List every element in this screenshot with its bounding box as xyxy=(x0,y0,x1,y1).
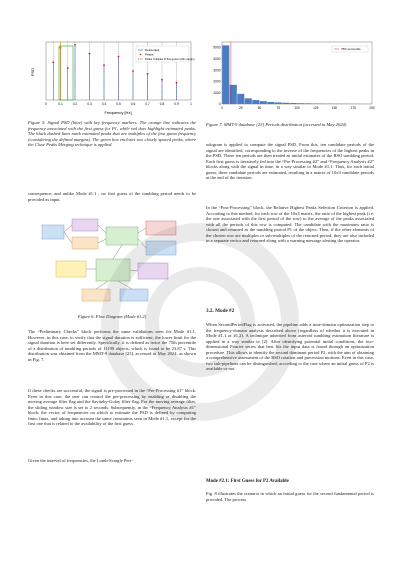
figure-6-flow-diagram xyxy=(28,213,196,311)
figure-5-caption: Figure 5. Signal PSD (blue) with key frequency markers. The orange line indicates the frequency associated with the first guess for P1, while red dots highlight estimated peaks. The black dashed lines mark estimated peaks that are multiples of the first guess frequency (considering the defined margins). The green box encloses two closely spaced peaks, where the Close Peaks Merging technique is applied. xyxy=(28,120,196,147)
diagram-block xyxy=(120,289,148,301)
diagram-block xyxy=(42,225,64,239)
diagram-block xyxy=(82,289,110,301)
legend-item-detrended: Detrended xyxy=(145,48,160,53)
y-tick-label: 4000 xyxy=(213,57,221,62)
x-tick-label: 0.3 xyxy=(87,102,92,106)
legend-item-peaks: Peaks xyxy=(145,52,154,57)
x-tick-label: 0.2 xyxy=(72,102,78,106)
paragraph: When SecondPeriodFlag is activated, the pipeline adds a time-domain optimization step to the frequency-domain analysis described above (regardless of whether it is executed in Mode #1.1 or #1.2). A technique inherited from asteroid tumbling estimation literature is applied in a way similar to [2]. After identifying potential initial conditions, the two-dimensional Fourier series that best fits the input data is found through an optimization procedure. This allows to identify the second dominant period P2, with the aim of obtaining a comprehensive assessment of the RSO rotation and precession motions. Even in this case, two sub-pipelines can be distinguished, according to the case where an initial guess of P2 is available or not. xyxy=(206,322,374,371)
x-tick-label: 175 xyxy=(350,106,356,110)
diagram-block xyxy=(72,219,98,231)
y-tick-label: 1000 xyxy=(213,90,221,95)
histogram-bar xyxy=(260,101,267,104)
histogram-bar xyxy=(222,45,229,104)
x-tick-label: 0.5 xyxy=(116,102,121,106)
paragraph: If these checks are successful, the signal is pre-processed in the “Pre-Processing #1” block. Even in this case, the user can control the pre-processing by enabling or disabling the moving average filter flag and the Savitzky-Golay filter flag. For the moving average filter, the sliding window size is set to 2 seconds. Subsequently, in the “Frequency Analysis #1” block, the vector of frequencies on which to estimate the PSD is defined by computing fmin, fmax, and taking into account the same constraints seen in Mode #1.1, except for the first one that is related to the availability of the first guess. xyxy=(28,388,196,426)
y-tick-labels xyxy=(213,46,220,106)
x-tick-labels xyxy=(221,106,375,110)
paragraph: odogram is applied to compute the signal PSD. From this, ten candidate periods of the signal are identified, corresponding to the inverse of the frequencies of the highest peaks in the PSD. These ten periods are then treated as initial estimates of the RSO tumbling period. Each first guess is iteratively fed into the “Pre-Processing #2” and “Frequency Analysis #2” blocks along with the signal in time, in a way similar to Mode #1.1. Thus, for each initial guess, three candidate periods are estimated, resulting in a matrix of 10x3 candidate periods at the end of the iteration. xyxy=(206,142,374,180)
x-tick-label: 0.6 xyxy=(130,102,136,106)
x-tick-label: 0.9 xyxy=(174,102,179,106)
legend-item-multiples: Peaks multiples of first-guess (with margin) xyxy=(145,58,195,62)
histogram-bar xyxy=(245,98,252,104)
histogram-bar xyxy=(290,103,297,104)
x-axis-label: Frequency [Hz] xyxy=(104,110,132,115)
x-tick-label: 0.4 xyxy=(101,102,107,106)
y-tick-label: 3000 xyxy=(213,68,221,73)
histogram-bars xyxy=(222,45,372,104)
paragraph: consequence, and unlike Mode #1.1 , no first guess of the tumbling period needs to be provided as input. xyxy=(28,191,196,202)
figure-7-histogram xyxy=(206,38,374,118)
y-tick-label: 0 xyxy=(218,102,221,107)
y-tick-label: 5000 xyxy=(213,45,221,50)
x-tick-label: 0 xyxy=(221,106,223,110)
y-tick-label: 2000 xyxy=(213,79,221,84)
legend xyxy=(136,46,195,62)
paragraph: Fig. 8 illustrates the scenario in which an initial guess for the second fundamental period is provided. The process xyxy=(206,491,374,502)
x-tick-label: 1 xyxy=(190,102,192,106)
section-title: 3.2. Mode #2 xyxy=(206,308,235,314)
diagram-block xyxy=(96,259,130,281)
x-tick-label: 150 xyxy=(331,106,338,110)
histogram-bar xyxy=(312,103,319,104)
diagram-block xyxy=(138,263,168,279)
paragraph: Given the interval of frequencies, the Lomb-Scargle Peri- xyxy=(28,458,133,463)
paragraph: The “Preliminary Checks” block performs the same validations seen for Mode #1.1. However, in this case, to verify that the signal duration is sufficient, the lower limit for the signal duration is here set differently. Specifically, it is defined as twice the 75th percentile of a distribution of tumbling periods of 11190 objects, which is found to be 23.87 s. This distribution was obtained from the MMT-9 database [23], accessed in May 2024, as shown in Fig. 7. xyxy=(28,329,196,362)
x-tick-label: 100 xyxy=(294,106,300,110)
diagram-block xyxy=(146,241,176,255)
x-tick-label: 0.8 xyxy=(159,102,165,106)
histogram-bar xyxy=(275,102,282,104)
x-tick-label: 125 xyxy=(313,106,319,110)
diagram-block xyxy=(106,227,138,245)
diagram-block xyxy=(56,261,86,277)
diagram-block xyxy=(146,221,176,235)
x-tick-label: 75 xyxy=(276,106,281,110)
histogram-bar xyxy=(282,103,289,104)
histogram-bar xyxy=(267,102,274,104)
y-axis-label: PSD xyxy=(30,67,35,77)
subsection-title: Mode #2.1: First Guess for P2 Available xyxy=(206,479,289,484)
legend-item-75th-percentile: 75th percentile xyxy=(341,47,361,52)
x-tick-label: 50 xyxy=(257,106,262,110)
histogram-bar xyxy=(297,103,304,104)
paragraph: In the “Post-Processing” block, the Relative Highest Peaks Selection Criterion is applied. According to this method, for each row of the 10x3 matrix, the ratio of the highest peak (i.e. the one associated with the first period of the row) to the average of the peaks associated with all the periods of this row is computed. The candidate with the maximum ratio is chosen and returned as the tumbling period P1 of the object. Then, if the other elements of the chosen row are multiples or sub-multiples of the returned period, they are also included in a separate vector and returned along with a warning message alerting the operator. xyxy=(206,205,374,243)
diagram-block xyxy=(72,237,98,249)
legend xyxy=(332,46,368,52)
x-tick-label: 0.1 xyxy=(58,102,63,106)
x-tick-label: 200 xyxy=(369,106,375,110)
histogram-bar xyxy=(305,103,312,104)
x-tick-label: 0 xyxy=(45,102,47,106)
histogram-bar xyxy=(252,100,259,104)
close-peaks-box xyxy=(59,46,73,100)
x-tick-label: 25 xyxy=(238,106,243,110)
figure-5-psd-plot xyxy=(28,38,196,116)
histogram-bar xyxy=(237,94,244,104)
x-tick-label: 0.7 xyxy=(145,102,150,106)
x-tick-labels xyxy=(45,102,192,106)
figure-6-caption: Figure 6. Flow Diagram (Mode #1.2) xyxy=(77,314,147,319)
figure-7-caption: Figure 7. MMT-9 database [23] Periods distribution (accessed in May 2024) xyxy=(206,122,347,127)
